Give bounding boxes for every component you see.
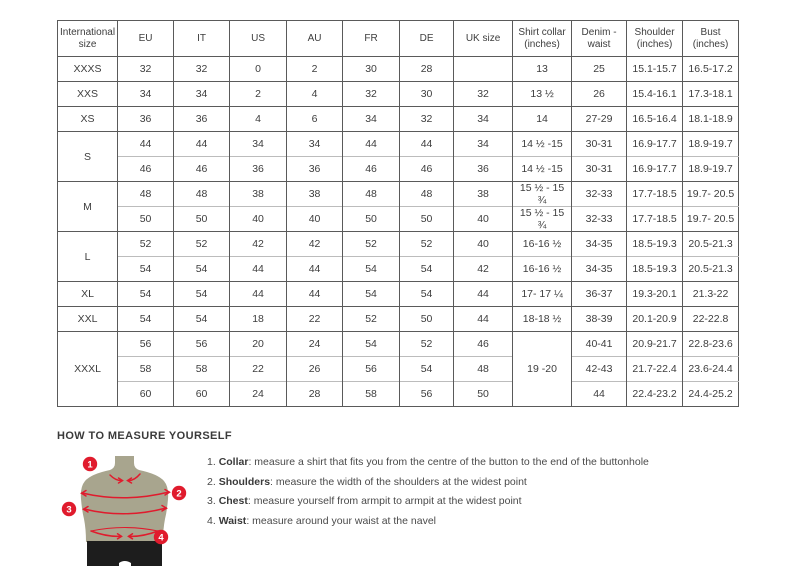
marker-1-number: 1	[87, 459, 93, 471]
step-label: Chest	[218, 495, 248, 507]
value-cell: 50	[118, 207, 174, 232]
value-cell: 19.7- 20.5	[683, 207, 739, 232]
value-cell: 44	[174, 132, 230, 157]
marker-2-number: 2	[176, 488, 182, 500]
value-cell: 25	[572, 57, 627, 82]
value-cell: 17.3-18.1	[683, 82, 739, 107]
column-header: Bust (inches)	[683, 21, 739, 57]
value-cell: 20	[230, 332, 287, 357]
value-cell: 38	[230, 182, 287, 207]
measure-step-waist	[207, 512, 649, 532]
value-cell: 44	[287, 257, 343, 282]
value-cell: 50	[454, 382, 513, 407]
value-cell: 44	[454, 307, 513, 332]
value-cell: 36	[174, 107, 230, 132]
measure-step-collar	[207, 453, 649, 473]
value-cell: 60	[118, 382, 174, 407]
value-cell: 16-16 ½	[513, 232, 572, 257]
value-cell: 46	[118, 157, 174, 182]
value-cell: 54	[118, 257, 174, 282]
table-row	[58, 132, 739, 157]
size-label-cell: XXXS	[58, 57, 118, 82]
value-cell: 52	[174, 232, 230, 257]
value-cell: 18.1-18.9	[683, 107, 739, 132]
value-cell: 24	[230, 382, 287, 407]
value-cell: 52	[343, 307, 400, 332]
value-cell: 32	[174, 57, 230, 82]
value-cell: 46	[174, 157, 230, 182]
step-text: : measure around your waist at the navel	[246, 514, 436, 527]
value-cell: 16.5-16.4	[627, 107, 683, 132]
table-row	[58, 157, 739, 182]
value-cell: 36	[287, 157, 343, 182]
value-cell: 48	[174, 182, 230, 207]
table-row	[58, 107, 739, 132]
value-cell: 40	[454, 207, 513, 232]
value-cell: 18-18 ½	[513, 307, 572, 332]
value-cell: 44	[230, 257, 287, 282]
value-cell: 26	[572, 82, 627, 107]
value-cell: 42	[287, 232, 343, 257]
value-cell: 54	[400, 282, 454, 307]
value-cell: 54	[343, 257, 400, 282]
column-header: UK size	[454, 21, 513, 57]
value-cell: 28	[287, 382, 343, 407]
value-cell: 50	[174, 207, 230, 232]
step-number: 1.	[207, 456, 216, 468]
column-header: US	[230, 21, 287, 57]
value-cell: 17.7-18.5	[627, 207, 683, 232]
value-cell: 54	[118, 282, 174, 307]
measure-guide-title: HOW TO MEASURE YOURSELF	[57, 430, 233, 442]
value-cell: 32	[343, 82, 400, 107]
value-cell: 50	[400, 207, 454, 232]
value-cell: 26	[287, 357, 343, 382]
value-cell: 36-37	[572, 282, 627, 307]
value-cell: 42-43	[572, 357, 627, 382]
value-cell: 14	[513, 107, 572, 132]
value-cell: 34	[118, 82, 174, 107]
value-cell: 16.5-17.2	[683, 57, 739, 82]
value-cell: 34-35	[572, 257, 627, 282]
value-cell: 40	[287, 207, 343, 232]
size-table-body	[58, 57, 739, 407]
value-cell: 34	[174, 82, 230, 107]
value-cell: 32-33	[572, 182, 627, 207]
step-label: Shoulders	[218, 475, 271, 488]
value-cell: 60	[174, 382, 230, 407]
table-row	[58, 182, 739, 207]
value-cell: 20.1-20.9	[627, 307, 683, 332]
value-cell: 52	[400, 232, 454, 257]
size-label-cell: XS	[58, 107, 118, 132]
step-number: 4.	[207, 514, 216, 527]
value-cell	[454, 57, 513, 82]
marker-3-number: 3	[66, 504, 72, 516]
value-cell: 22	[230, 357, 287, 382]
value-cell: 18.9-19.7	[683, 157, 739, 182]
value-cell: 52	[118, 232, 174, 257]
mannequin-figure	[61, 453, 191, 566]
value-cell: 18.5-19.3	[627, 232, 683, 257]
value-cell: 36	[118, 107, 174, 132]
value-cell: 54	[174, 257, 230, 282]
value-cell: 17.7-18.5	[627, 182, 683, 207]
table-row	[58, 332, 739, 357]
value-cell: 36	[230, 157, 287, 182]
value-cell: 56	[343, 357, 400, 382]
value-cell: 14 ½ -15	[513, 157, 572, 182]
value-cell: 19 -20	[513, 332, 572, 407]
value-cell: 52	[343, 232, 400, 257]
value-cell: 22.8-23.6	[683, 332, 739, 357]
value-cell: 34	[454, 132, 513, 157]
mannequin-svg	[61, 453, 191, 566]
header-row	[58, 21, 739, 57]
value-cell: 58	[174, 357, 230, 382]
value-cell: 54	[174, 307, 230, 332]
value-cell: 19.7- 20.5	[683, 182, 739, 207]
size-label-cell: XXS	[58, 82, 118, 107]
value-cell: 34-35	[572, 232, 627, 257]
table-row	[58, 207, 739, 232]
value-cell: 44	[287, 282, 343, 307]
value-cell: 20.5-21.3	[683, 257, 739, 282]
value-cell: 44	[454, 282, 513, 307]
value-cell: 21.3-22	[683, 282, 739, 307]
value-cell: 44	[118, 132, 174, 157]
size-table-header	[58, 21, 739, 57]
value-cell: 44	[572, 382, 627, 407]
size-label-cell: L	[58, 232, 118, 282]
value-cell: 21.7-22.4	[627, 357, 683, 382]
value-cell: 16.9-17.7	[627, 132, 683, 157]
size-label-cell: M	[58, 182, 118, 232]
value-cell: 46	[454, 332, 513, 357]
column-header: AU	[287, 21, 343, 57]
size-table	[57, 20, 739, 407]
value-cell: 44	[230, 282, 287, 307]
value-cell: 42	[454, 257, 513, 282]
value-cell: 24	[287, 332, 343, 357]
value-cell: 2	[230, 82, 287, 107]
value-cell: 38	[454, 182, 513, 207]
value-cell: 32	[454, 82, 513, 107]
value-cell: 30	[400, 82, 454, 107]
value-cell: 15 ½ - 15 ¾	[513, 207, 572, 232]
value-cell: 18	[230, 307, 287, 332]
value-cell: 16-16 ½	[513, 257, 572, 282]
table-row	[58, 57, 739, 82]
shorts-shape	[87, 541, 162, 566]
value-cell: 40	[454, 232, 513, 257]
value-cell: 22	[287, 307, 343, 332]
value-cell: 34	[454, 107, 513, 132]
measure-guide-section	[57, 430, 649, 566]
value-cell: 44	[400, 132, 454, 157]
value-cell: 18.5-19.3	[627, 257, 683, 282]
value-cell: 27-29	[572, 107, 627, 132]
marker-4-number: 4	[158, 532, 164, 544]
column-header: Shoulder (inches)	[627, 21, 683, 57]
size-label-cell: XL	[58, 282, 118, 307]
value-cell: 44	[343, 132, 400, 157]
step-text: : measure a shirt that fits you from the centre of the button to the end of the buttonhole	[248, 456, 649, 468]
step-label: Collar	[218, 456, 249, 468]
value-cell: 15 ½ - 15 ¾	[513, 182, 572, 207]
value-cell: 17- 17 ¼	[513, 282, 572, 307]
value-cell: 42	[230, 232, 287, 257]
value-cell: 34	[287, 132, 343, 157]
measure-step-chest	[207, 492, 649, 512]
value-cell: 50	[400, 307, 454, 332]
value-cell: 56	[400, 382, 454, 407]
value-cell: 2	[287, 57, 343, 82]
size-label-cell: S	[58, 132, 118, 182]
value-cell: 4	[287, 82, 343, 107]
value-cell: 34	[230, 132, 287, 157]
table-row	[58, 257, 739, 282]
value-cell: 20.5-21.3	[683, 232, 739, 257]
value-cell: 46	[343, 157, 400, 182]
value-cell: 34	[343, 107, 400, 132]
column-header: International size	[58, 21, 118, 57]
value-cell: 4	[230, 107, 287, 132]
value-cell: 30-31	[572, 132, 627, 157]
size-label-cell: XXXL	[58, 332, 118, 407]
step-text: : measure the width of the shoulders at the widest point	[270, 475, 527, 488]
value-cell: 22-22.8	[683, 307, 739, 332]
value-cell: 54	[400, 357, 454, 382]
value-cell: 58	[118, 357, 174, 382]
measure-step-shoulders	[207, 473, 649, 493]
value-cell: 18.9-19.7	[683, 132, 739, 157]
value-cell: 14 ½ -15	[513, 132, 572, 157]
value-cell: 13 ½	[513, 82, 572, 107]
value-cell: 52	[400, 332, 454, 357]
value-cell: 48	[343, 182, 400, 207]
value-cell: 36	[454, 157, 513, 182]
value-cell: 20.9-21.7	[627, 332, 683, 357]
value-cell: 54	[118, 307, 174, 332]
value-cell: 24.4-25.2	[683, 382, 739, 407]
value-cell: 16.9-17.7	[627, 157, 683, 182]
value-cell: 28	[400, 57, 454, 82]
value-cell: 56	[174, 332, 230, 357]
value-cell: 38	[287, 182, 343, 207]
value-cell: 46	[400, 157, 454, 182]
size-label-cell: XXL	[58, 307, 118, 332]
value-cell: 23.6-24.4	[683, 357, 739, 382]
value-cell: 48	[118, 182, 174, 207]
column-header: DE	[400, 21, 454, 57]
value-cell: 15.1-15.7	[627, 57, 683, 82]
value-cell: 32-33	[572, 207, 627, 232]
value-cell: 30	[343, 57, 400, 82]
table-row	[58, 357, 739, 382]
value-cell: 15.4-16.1	[627, 82, 683, 107]
value-cell: 32	[118, 57, 174, 82]
measure-steps	[207, 453, 649, 531]
column-header: FR	[343, 21, 400, 57]
step-number: 3.	[207, 495, 216, 507]
value-cell: 58	[343, 382, 400, 407]
value-cell: 32	[400, 107, 454, 132]
value-cell: 22.4-23.2	[627, 382, 683, 407]
value-cell: 38-39	[572, 307, 627, 332]
table-row	[58, 382, 739, 407]
column-header: Denim - waist	[572, 21, 627, 57]
column-header: Shirt collar (inches)	[513, 21, 572, 57]
value-cell: 0	[230, 57, 287, 82]
column-header: IT	[174, 21, 230, 57]
table-row	[58, 307, 739, 332]
table-row	[58, 282, 739, 307]
value-cell: 40	[230, 207, 287, 232]
value-cell: 30-31	[572, 157, 627, 182]
step-text: : measure yourself from armpit to armpit at the widest point	[247, 495, 522, 507]
column-header: EU	[118, 21, 174, 57]
value-cell: 54	[400, 257, 454, 282]
value-cell: 19.3-20.1	[627, 282, 683, 307]
value-cell: 56	[118, 332, 174, 357]
value-cell: 6	[287, 107, 343, 132]
step-number: 2.	[207, 475, 216, 488]
value-cell: 48	[454, 357, 513, 382]
value-cell: 54	[343, 282, 400, 307]
value-cell: 50	[343, 207, 400, 232]
value-cell: 54	[343, 332, 400, 357]
value-cell: 48	[400, 182, 454, 207]
table-row	[58, 232, 739, 257]
value-cell: 13	[513, 57, 572, 82]
value-cell: 40-41	[572, 332, 627, 357]
step-label: Waist	[218, 514, 247, 527]
value-cell: 54	[174, 282, 230, 307]
table-row	[58, 82, 739, 107]
